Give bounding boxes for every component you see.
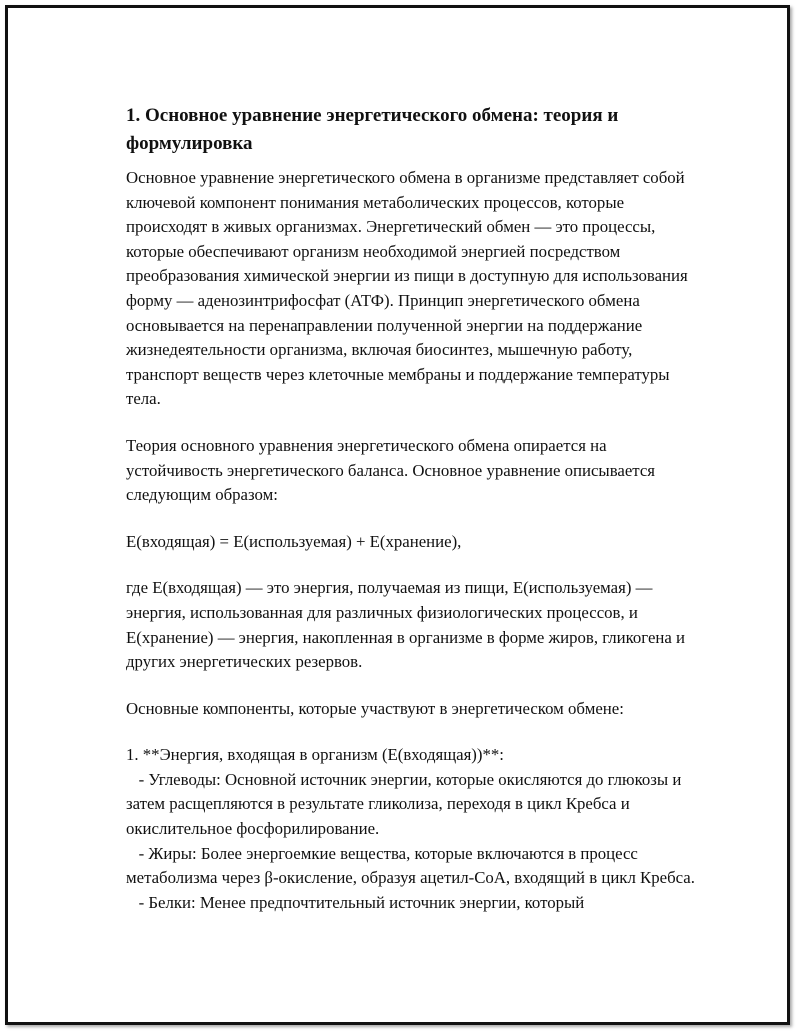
document-page [5,5,790,1025]
equation-line: E(входящая) = E(используемая) + E(хранение), [126,531,462,551]
paragraph-definitions: где E(входящая) — это энергия, получаемая из пищи, E(используемая) — энергия, использованная для различных физиологических процессов, и E(хранение) — энергия, накопленная в организме в форме жиров, гликогена и других энергетических резервов. [126,578,690,672]
paragraph-intro: Основное уравнение энергетического обмена в организме представляет собой ключевой компонент понимания метаболических процессов, которые происходят в живых организмах. Энергетический обмен — это процессы, которые обеспечивают организм необходимой энергией посредством преобразования химической энергии из пищи в доступную для использования форму — аденозинтрифосфат (АТФ). Принцип энергетического обмена основывается на перенаправлении полученной энергии на поддержание жизнедеятельности организма, включая биосинтез, мышечную работу, транспорт веществ через клеточные мембраны и поддержание температуры тела. [126,168,692,409]
list-item-title: 1. **Энергия, входящая в организм (E(входящая))**: [126,745,504,765]
document-body [126,102,701,915]
section-heading: 1. Основное уравнение энергетического обмена: теория и формулировка [126,105,619,154]
list-sub-item-fats: - Жиры: Более энергоемкие вещества, которые включаются в процесс метаболизма через β-окисление, образуя ацетил-CoA, входящий в цикл Кребса. [126,843,695,888]
paragraph-theory: Теория основного уравнения энергетического обмена опирается на устойчивость энергетического баланса. Основное уравнение описывается следующим образом: [126,435,660,505]
list-sub-item-proteins: - Белки: Менее предпочтительный источник энергии, который [126,892,585,912]
list-sub-item-carbs: - Углеводы: Основной источник энергии, которые окисляются до глюкозы и затем расщепляются в результате гликолиза, переходя в цикл Кребса и окислительное фосфорилирование. [126,769,686,839]
paragraph-components: Основные компоненты, которые участвуют в энергетическом обмене: [126,698,624,718]
